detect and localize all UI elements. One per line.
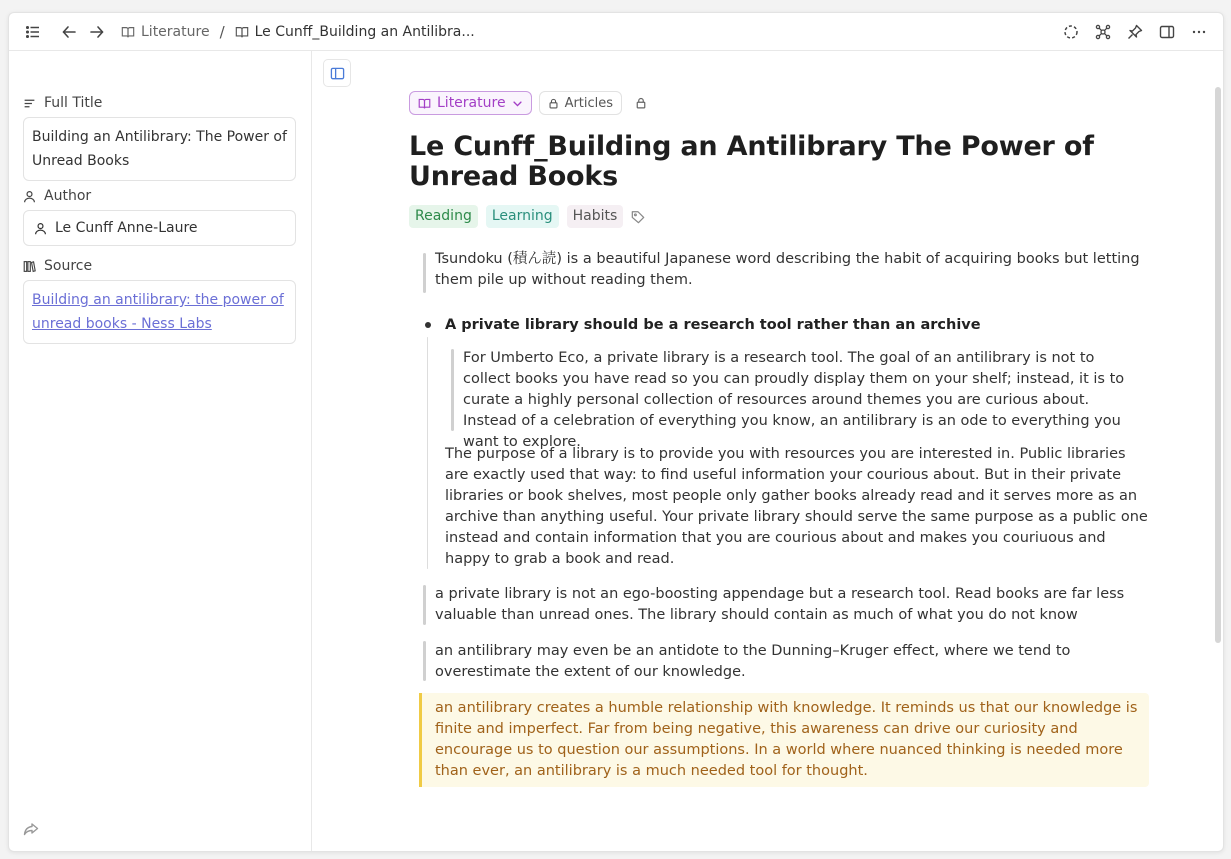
panel-left-icon xyxy=(330,66,345,81)
quote-bar xyxy=(423,253,426,293)
titlebar xyxy=(9,13,1223,51)
person-icon xyxy=(34,222,47,235)
full-title-value: Building an Antilibrary: The Power of Unread Books xyxy=(32,129,287,169)
add-tag-button[interactable] xyxy=(631,210,645,224)
quote-dunning-kruger[interactable]: an antilibrary may even be an antidote to the Dunning–Kruger effect, where we tend to overestimate the extent of our knowledge. xyxy=(435,643,1071,680)
tag-row xyxy=(409,205,1141,228)
sync-button[interactable] xyxy=(1057,18,1085,46)
app-window xyxy=(8,12,1224,852)
panel-right-icon xyxy=(1159,24,1175,40)
graph-button[interactable] xyxy=(1089,18,1117,46)
tag-icon xyxy=(631,210,645,224)
circle-dashed-icon xyxy=(1063,24,1079,40)
lock-icon xyxy=(548,98,559,109)
forward-button[interactable] xyxy=(83,18,111,46)
source-label-text: Source xyxy=(44,258,93,274)
source-label xyxy=(23,256,296,276)
quote-tsundoku[interactable]: Tsundoku (積ん読) is a beautiful Japanese word describing the habit of acquiring books but letting them pile up without reading them. xyxy=(435,251,1140,288)
author-property xyxy=(23,186,296,246)
breadcrumb-current-label: Le Cunff_Building an Antilibra... xyxy=(254,24,475,40)
more-icon xyxy=(1191,24,1207,40)
breadcrumb-separator: / xyxy=(219,23,225,41)
back-arrow-icon xyxy=(61,24,77,40)
document xyxy=(409,91,1141,228)
lock-button[interactable] xyxy=(635,97,647,109)
more-button[interactable] xyxy=(1185,18,1213,46)
collection-chip-label: Literature xyxy=(437,95,506,111)
full-title-label xyxy=(23,93,296,113)
nested-quote-eco[interactable]: For Umberto Eco, a private library is a research tool. The goal of an antilibrary is not to collect books you have read so you can proudly display them on your shelf; instead, it is to curate a highly personal collection of resources around themes you are curious about. Instead of a celebration of everything you know, an antilibrary is an ode to everything you want to explore. xyxy=(463,350,1125,450)
quote-bar xyxy=(423,641,426,681)
share-button[interactable] xyxy=(23,821,39,837)
author-value: Le Cunff Anne-Laure xyxy=(55,220,198,236)
scrollbar[interactable] xyxy=(1215,87,1221,643)
breadcrumb xyxy=(121,23,475,41)
person-icon xyxy=(23,190,36,203)
titlebar-left xyxy=(19,18,475,46)
full-title-label-text: Full Title xyxy=(44,95,103,111)
list-icon xyxy=(25,24,41,40)
author-label xyxy=(23,186,296,206)
quote-private-library[interactable]: a private library is not an ego-boosting appendage but a research tool. Read books are far less valuable than unread ones. The library should contain as much of what you do not know xyxy=(435,586,1125,623)
bullet-heading[interactable]: A private library should be a research tool rather than an archive xyxy=(445,317,981,333)
quote-bar xyxy=(423,585,426,625)
pin-icon xyxy=(1127,24,1143,40)
chevron-down-icon xyxy=(512,98,523,109)
book-icon xyxy=(418,97,431,110)
book-icon xyxy=(235,25,249,39)
titlebar-right xyxy=(1057,18,1213,46)
sidebar-toggle-button[interactable] xyxy=(323,59,351,87)
forward-arrow-icon xyxy=(89,24,105,40)
graph-icon xyxy=(1095,24,1111,40)
properties-sidebar xyxy=(9,51,312,851)
bullet-marker xyxy=(425,322,431,328)
editor-area xyxy=(313,51,1223,851)
book-icon xyxy=(121,25,135,39)
back-button[interactable] xyxy=(55,18,83,46)
breadcrumb-parent[interactable] xyxy=(121,24,210,40)
bullet-guide-line xyxy=(427,337,428,569)
share-icon xyxy=(23,821,39,837)
paragraph-purpose[interactable]: The purpose of a library is to provide you with resources you are interested in. Public libraries are exactly used that way: to find useful information your courious about. But in their private libraries or book shelves, most people only gather books already read and it serves more as an archive than anything useful. Your private library should serve the same purpose as a public one instead and contain information that you are courious about and makes you couriuous and happy to grab a book and read. xyxy=(445,446,1148,567)
breadcrumb-current[interactable] xyxy=(235,24,475,40)
pin-button[interactable] xyxy=(1121,18,1149,46)
source-icon xyxy=(23,260,36,273)
source-link[interactable]: Building an antilibrary: the power of unread books - Ness Labs xyxy=(32,292,284,332)
tag-learning[interactable]: Learning xyxy=(486,205,559,228)
text-lines-icon xyxy=(23,97,36,110)
full-title-field[interactable] xyxy=(23,117,296,181)
source-property xyxy=(23,256,296,344)
author-field[interactable] xyxy=(23,210,296,246)
nested-quote-bar xyxy=(451,349,454,431)
page-title[interactable]: Le Cunff_Building an Antilibrary The Power of Unread Books xyxy=(409,131,1094,192)
right-panel-button[interactable] xyxy=(1153,18,1181,46)
breadcrumb-parent-label: Literature xyxy=(141,24,210,40)
chip-row xyxy=(409,91,1141,115)
outline-button[interactable] xyxy=(19,18,47,46)
author-label-text: Author xyxy=(44,188,92,204)
tag-habits[interactable]: Habits xyxy=(567,205,624,228)
full-title-property xyxy=(23,93,296,181)
tag-reading[interactable]: Reading xyxy=(409,205,478,228)
type-chip[interactable] xyxy=(539,91,622,115)
type-chip-label: Articles xyxy=(564,95,614,111)
collection-chip[interactable] xyxy=(409,91,532,115)
source-field xyxy=(23,280,296,344)
lock-icon xyxy=(635,97,647,109)
highlight-text[interactable]: an antilibrary creates a humble relationship with knowledge. It reminds us that our knowledge is finite and imperfect. Far from being negative, this awareness can drive our curiosity and encourage us to question our assumptions. In a world where nuanced thinking is needed more than ever, an antilibrary is a much needed tool for thought. xyxy=(435,700,1138,779)
